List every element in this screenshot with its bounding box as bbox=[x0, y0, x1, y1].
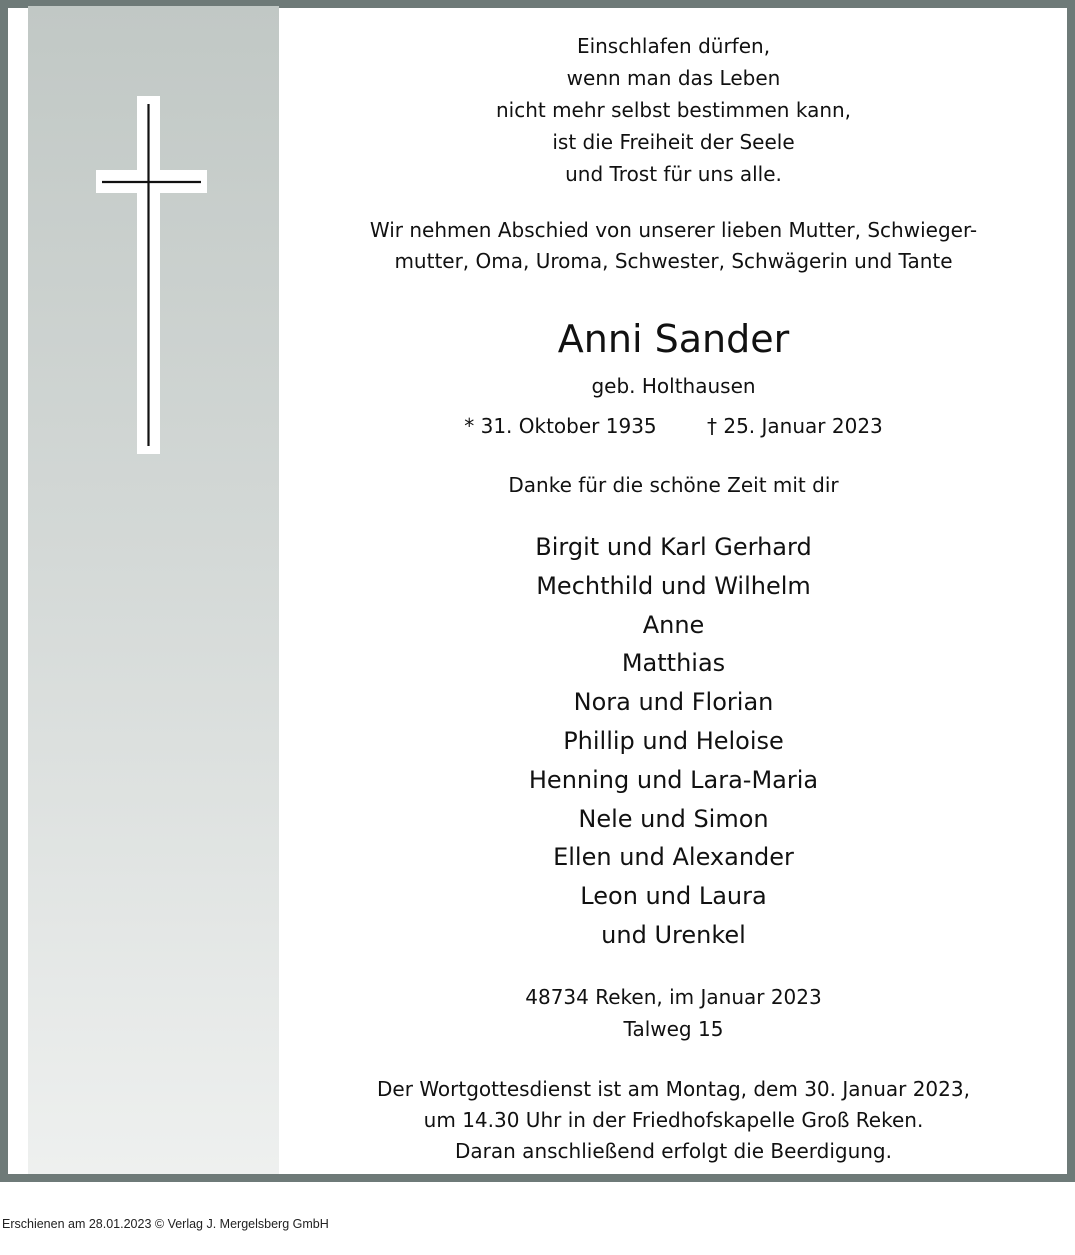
street-address: Talweg 15 bbox=[623, 1017, 724, 1041]
family-member: Birgit und Karl Gerhard bbox=[535, 533, 812, 561]
farewell-text bbox=[280, 215, 1067, 277]
service-info bbox=[280, 1074, 1067, 1167]
family-member: Anne bbox=[642, 610, 705, 639]
family-member: und Urenkel bbox=[601, 920, 746, 949]
thanks-line: Danke für die schöne Zeit mit dir bbox=[508, 473, 839, 497]
farewell-line: Wir nehmen Abschied von unserer lieben Mutter, Schwieger- bbox=[369, 218, 978, 242]
family-member: Nele und Simon bbox=[578, 804, 769, 833]
life-dates bbox=[280, 411, 1067, 441]
address-block bbox=[280, 981, 1067, 1045]
family-list bbox=[280, 528, 1067, 955]
poem-line: ist die Freiheit der Seele bbox=[552, 130, 795, 154]
place-date: 48734 Reken, im Januar 2023 bbox=[525, 985, 822, 1009]
poem-line: wenn man das Leben bbox=[566, 66, 781, 90]
death-date: † 25. Januar 2023 bbox=[707, 414, 883, 438]
cross-icon bbox=[88, 90, 214, 454]
farewell-line: mutter, Oma, Uroma, Schwester, Schwägerin und Tante bbox=[394, 249, 953, 273]
family-member: Leon und Laura bbox=[580, 882, 767, 911]
family-member: Henning und Lara-Maria bbox=[528, 765, 819, 794]
family-member: Mechthild und Wilhelm bbox=[536, 571, 811, 600]
poem-line: Einschlafen dürfen, bbox=[576, 34, 771, 58]
publication-footer: Erschienen am 28.01.2023 © Verlag J. Mergelsberg GmbH bbox=[2, 1217, 329, 1231]
family-member: Ellen und Alexander bbox=[553, 843, 794, 872]
side-panel bbox=[28, 6, 279, 1174]
poem bbox=[280, 30, 1067, 190]
family-member: Nora und Florian bbox=[573, 688, 774, 717]
deceased-name: Anni Sander bbox=[557, 317, 790, 361]
service-line: Der Wortgottesdienst ist am Montag, dem 30. Januar 2023, bbox=[377, 1077, 970, 1101]
poem-line: und Trost für uns alle. bbox=[565, 162, 782, 186]
service-line: Daran anschließend erfolgt die Beerdigung. bbox=[455, 1139, 892, 1163]
poem-line: nicht mehr selbst bestimmen kann, bbox=[495, 98, 852, 122]
birth-date: * 31. Oktober 1935 bbox=[464, 414, 657, 438]
family-member: Phillip und Heloise bbox=[563, 726, 784, 755]
service-line: um 14.30 Uhr in der Friedhofskapelle Groß Reken. bbox=[423, 1108, 924, 1132]
family-member: Matthias bbox=[621, 649, 726, 678]
maiden-name: geb. Holthausen bbox=[591, 374, 756, 398]
